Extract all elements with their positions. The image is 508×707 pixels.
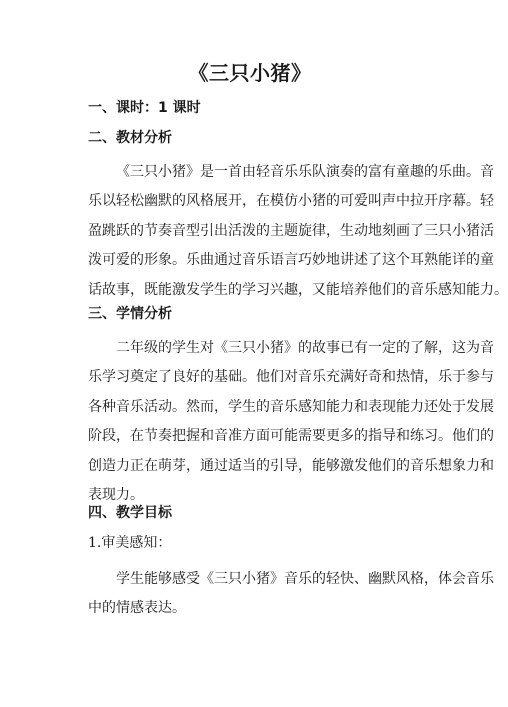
paragraph-line: 乐以轻松幽默的风格展开，在模仿小猪的可爱叫声中拉开序幕。轻 [88,193,494,210]
paragraph-objective-1 [88,565,494,624]
paragraph-learner-analysis [88,334,494,510]
paragraph-line: 阶段，在节奏把握和音准方面可能需要更多的指导和练习。他们的 [88,428,494,445]
paragraph-line: 各种音乐活动。然而，学生的音乐感知能力和表现能力还处于发展 [88,398,494,415]
document-title: 《三只小猪》 [188,61,312,85]
paragraph-line: 二年级的学生对《三只小猪》的故事已有一定的了解，这为音 [116,340,494,356]
paragraph-line: 表现力。 [88,487,144,504]
paragraph-line: 创造力正在萌芽，通过适当的引导，能够激发他们的音乐想象力和 [88,457,494,474]
paragraph-line: 乐学习奠定了良好的基础。他们对音乐充满好奇和热情，乐于参与 [88,369,494,386]
paragraph-line: 话故事，既能激发学生的学习兴趣，又能培养他们的音乐感知能力。 [88,281,508,298]
heading-material-analysis: 二、教材分析 [88,130,172,146]
subheading-aesthetic-perception: 1.审美感知： [88,535,172,551]
paragraph-line: 中的情感表达。 [88,600,186,617]
paragraph-line: 盈跳跃的节奏音型引出活泼的主题旋律，生动地刻画了三只小猪活 [88,222,494,239]
heading-learner-analysis: 三、学情分析 [88,306,172,322]
paragraph-line: 学生能够感受《三只小猪》音乐的轻快、幽默风格，体会音乐 [116,571,494,587]
paragraph-material-analysis [88,158,508,305]
paragraph-line: 《三只小猪》是一首由轻音乐乐队演奏的富有童趣的乐曲。音 [116,164,494,180]
heading-lesson-hours: 一、课时：1 课时 [88,100,201,116]
heading-objectives: 四、教学目标 [88,505,172,521]
paragraph-line: 泼可爱的形象。乐曲通过音乐语言巧妙地讲述了这个耳熟能详的童 [88,252,494,269]
